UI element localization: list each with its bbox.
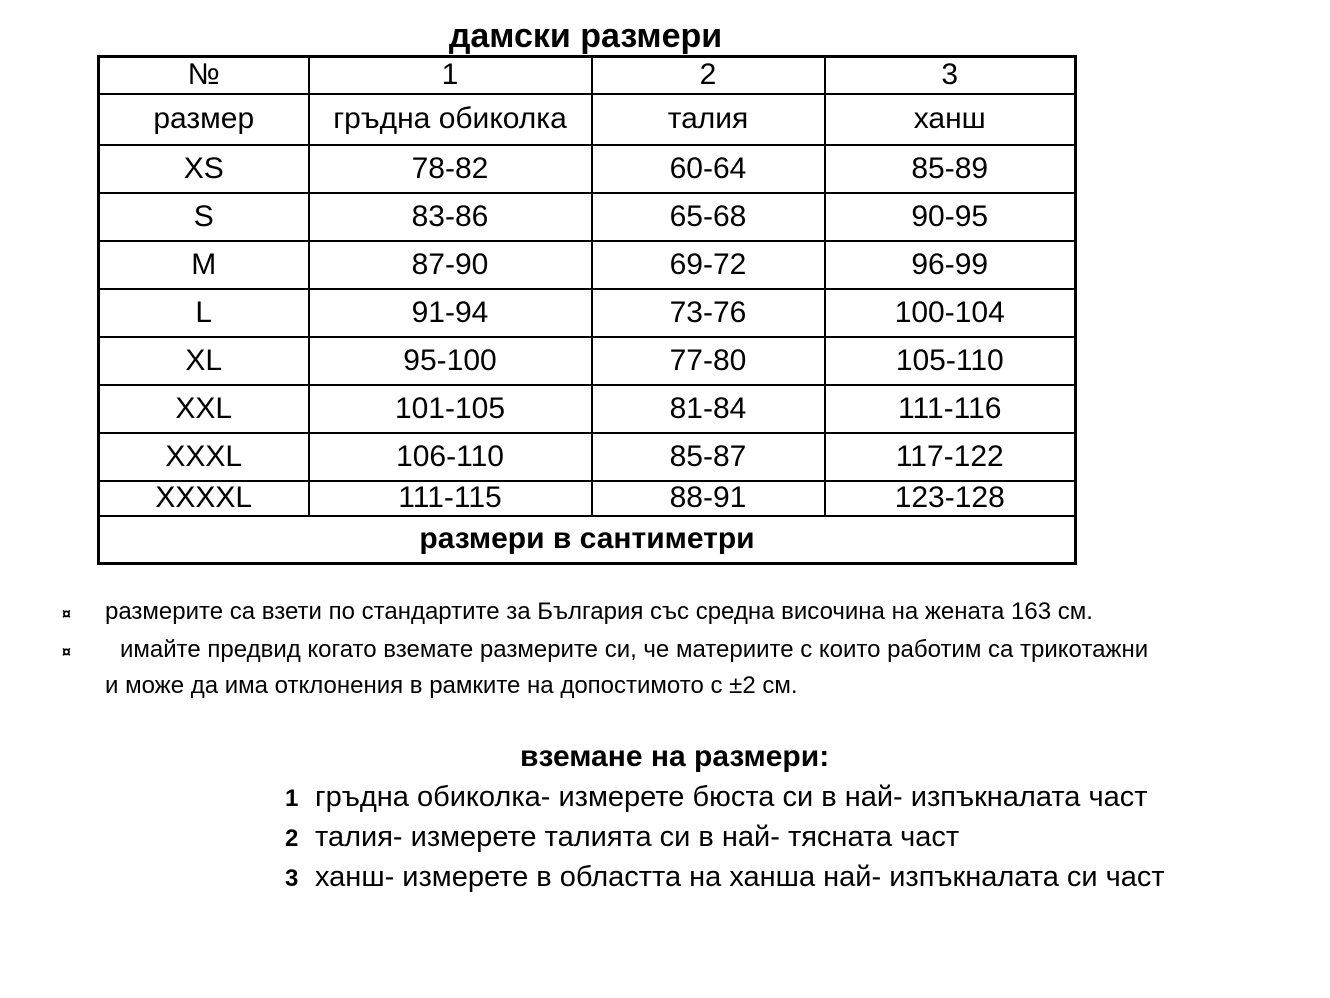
step-number: 2 — [285, 825, 299, 852]
waist-cell: 60-64 — [592, 145, 825, 193]
chest-cell: 101-105 — [309, 385, 592, 433]
note-materials — [62, 636, 1148, 664]
table-row-s — [99, 193, 1076, 241]
table-row-xl — [99, 337, 1076, 385]
table-row-xxxxl — [99, 481, 1076, 516]
step-text: талия- измерете талията си в най- тясната част — [315, 821, 960, 853]
table-footer-note: размери в сантиметри — [99, 516, 1076, 564]
waist-cell: 88-91 — [592, 481, 825, 516]
table-header-row-labels — [99, 94, 1076, 145]
measuring-section-heading: вземане на размери: — [520, 740, 830, 773]
hips-cell: 123-128 — [825, 481, 1076, 516]
hips-cell: 100-104 — [825, 289, 1076, 337]
currency-bullet-icon: ¤ — [62, 644, 71, 661]
chest-cell: 106-110 — [309, 433, 592, 481]
chest-cell: 91-94 — [309, 289, 592, 337]
table-row-xxl — [99, 385, 1076, 433]
size-cell: XXL — [99, 385, 309, 433]
note-materials-text-line2: и може да има отклонения в рамките на допостимото с ±2 см. — [105, 672, 798, 699]
step-text: гръдна обиколка- измерете бюста си в най- изпъкналата част — [315, 781, 1148, 813]
size-cell: XXXL — [99, 433, 309, 481]
size-cell: S — [99, 193, 309, 241]
label-cell-hips: ханш — [825, 94, 1076, 145]
waist-cell: 81-84 — [592, 385, 825, 433]
table-row-l — [99, 289, 1076, 337]
header-cell-1: 1 — [309, 57, 592, 94]
chest-cell: 83-86 — [309, 193, 592, 241]
table-header-row-numbers — [99, 57, 1076, 94]
table-footer-row — [99, 516, 1076, 564]
note-standards-text: размерите са взети по стандартите за България със средна височина на жената 163 см. — [105, 598, 1093, 625]
size-cell: XS — [99, 145, 309, 193]
measuring-step-waist — [285, 821, 959, 854]
step-text: ханш- измерете в областта на ханша най- изпъкналата си част — [315, 861, 1165, 893]
measuring-step-hips — [285, 861, 1165, 894]
waist-cell: 73-76 — [592, 289, 825, 337]
size-cell: XL — [99, 337, 309, 385]
womens-size-table — [97, 55, 1077, 565]
hips-cell: 111-116 — [825, 385, 1076, 433]
note-materials-text-line1: имайте предвид когато вземате размерите си, че материите с които работим са трикотажни — [120, 636, 1149, 663]
step-number: 3 — [285, 865, 299, 892]
table-row-xs — [99, 145, 1076, 193]
size-cell: L — [99, 289, 309, 337]
measuring-step-chest — [285, 781, 1148, 814]
hips-cell: 85-89 — [825, 145, 1076, 193]
hips-cell: 90-95 — [825, 193, 1076, 241]
size-cell: XXXXL — [99, 481, 309, 516]
chest-cell: 78-82 — [309, 145, 592, 193]
size-cell: M — [99, 241, 309, 289]
table-row-m — [99, 241, 1076, 289]
waist-cell: 85-87 — [592, 433, 825, 481]
currency-bullet-icon: ¤ — [62, 606, 71, 623]
table-row-xxxl — [99, 433, 1076, 481]
header-cell-no: № — [99, 57, 309, 94]
chest-cell: 87-90 — [309, 241, 592, 289]
hips-cell: 96-99 — [825, 241, 1076, 289]
chest-cell: 95-100 — [309, 337, 592, 385]
header-cell-2: 2 — [592, 57, 825, 94]
waist-cell: 65-68 — [592, 193, 825, 241]
hips-cell: 117-122 — [825, 433, 1076, 481]
header-cell-3: 3 — [825, 57, 1076, 94]
label-cell-waist: талия — [592, 94, 825, 145]
step-number: 1 — [285, 785, 299, 812]
chest-cell: 111-115 — [309, 481, 592, 516]
hips-cell: 105-110 — [825, 337, 1076, 385]
note-standards — [62, 598, 1093, 626]
label-cell-size: размер — [99, 94, 309, 145]
waist-cell: 77-80 — [592, 337, 825, 385]
page-title: дамски размери — [448, 17, 723, 55]
waist-cell: 69-72 — [592, 241, 825, 289]
label-cell-chest: гръдна обиколка — [309, 94, 592, 145]
